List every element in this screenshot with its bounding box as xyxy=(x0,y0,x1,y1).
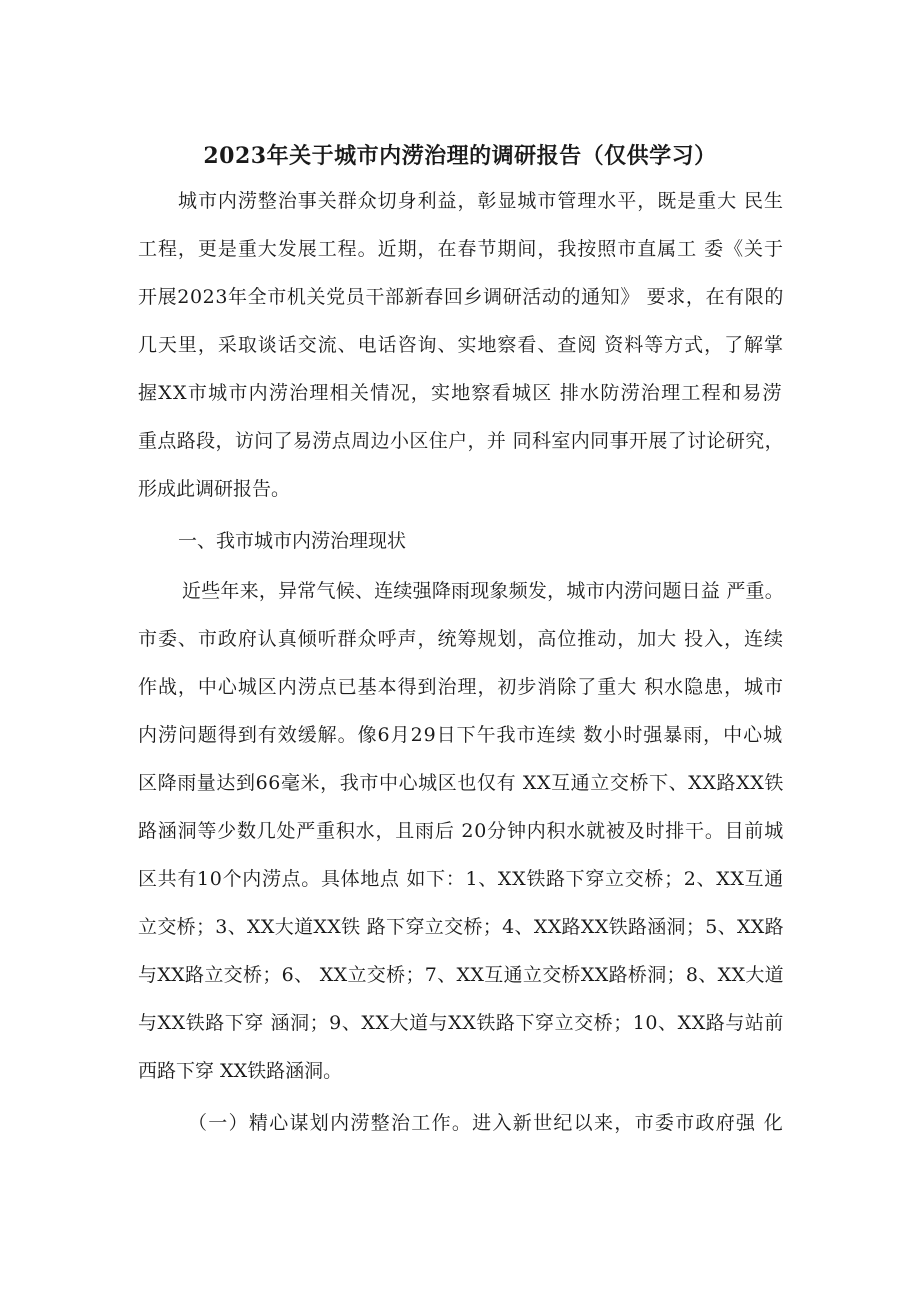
text-line: 工程，更是重大发展工程。近期，在春节期间，我按照市直属工 委《关于 xyxy=(138,238,784,260)
text-line: 重点路段，访问了易涝点周边小区住户，并 同科室内同事开展了讨论研究， xyxy=(138,430,784,452)
text-line: 与XX铁路下穿 涵洞；9、XX大道与XX铁路下穿立交桥；10、XX路与站前 xyxy=(138,1012,784,1034)
text-line: 立交桥；3、XX大道XX铁 路下穿立交桥；4、XX路XX铁路涵洞；5、XX路 xyxy=(138,916,784,938)
text-line: 与XX路立交桥；6、 XX立交桥；7、XX互通立交桥XX路桥洞；8、XX大道 xyxy=(138,964,784,986)
text-line: 几天里，采取谈话交流、电话咨询、实地察看、查阅 资料等方式，了解掌 xyxy=(138,334,784,356)
text-line: 形成此调研报告。 xyxy=(138,478,291,500)
text-line: （一）精心谋划内涝整治工作。进入新世纪以来，市委市政府强 化 xyxy=(188,1112,784,1134)
text-line: 市委、市政府认真倾听群众呼声，统筹规划，高位推动，加大 投入，连续 xyxy=(138,628,784,650)
text-line: 路涵洞等少数几处严重积水，且雨后 20分钟内积水就被及时排干。目前城 xyxy=(138,820,784,842)
text-line: 近些年来，异常气候、连续强降雨现象频发，城市内涝问题日益 严重。 xyxy=(182,580,784,602)
document-title: 2023年关于城市内涝治理的调研报告（仅供学习） xyxy=(203,143,717,169)
text-line: 西路下穿 XX铁路涵洞。 xyxy=(138,1060,343,1082)
text-line: 内涝问题得到有效缓解。像6月29日下午我市连续 数小时强暴雨，中心城 xyxy=(138,724,784,746)
text-line: 区共有10个内涝点。具体地点 如下：1、XX铁路下穿立交桥；2、XX互通 xyxy=(138,868,784,890)
text-line: 开展2023年全市机关党员干部新春回乡调研活动的通知》 要求，在有限的 xyxy=(138,286,784,308)
text-line: 作战，中心城区内涝点已基本得到治理，初步消除了重大 积水隐患，城市 xyxy=(138,676,784,698)
text-line: 城市内涝整治事关群众切身利益，彰显城市管理水平，既是重大 民生 xyxy=(178,190,784,212)
section-heading-text: 一、我市城市内涝治理现状 xyxy=(178,530,407,552)
text-line: 握XX市城市内涝治理相关情况，实地察看城区 排水防涝治理工程和易涝 xyxy=(138,382,783,404)
text-line: 区降雨量达到66毫米，我市中心城区也仅有 XX互通立交桥下、XX路XX铁 xyxy=(138,772,784,794)
